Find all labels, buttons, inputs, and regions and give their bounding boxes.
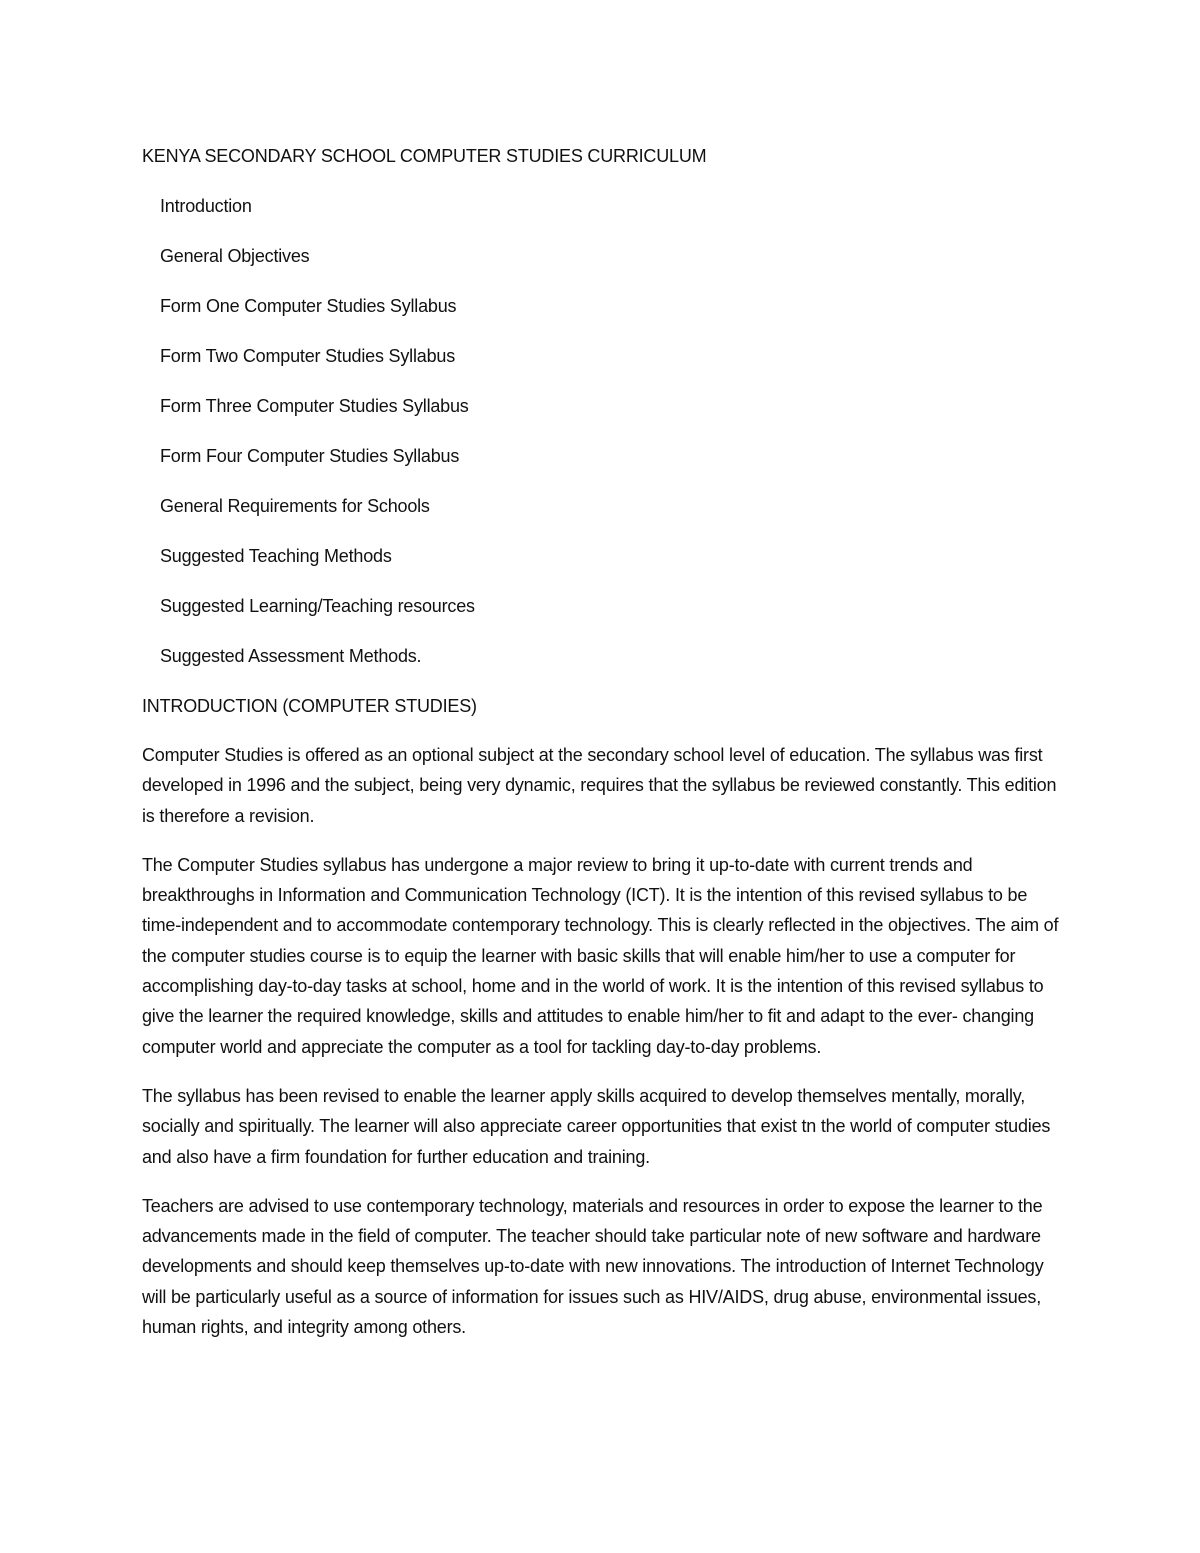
toc-item-introduction: Introduction — [160, 196, 252, 216]
toc-item-learning-teaching-resources: Suggested Learning/Teaching resources — [160, 596, 475, 616]
paragraph-teacher-advice: Teachers are advised to use contemporary technology, materials and resources in order to expose the learner to the advancements made in the field of computer. The teacher should take particular note of new software and hardware developments and should keep themselves up-to-date with new innovations. The introduction of Internet Technology will be particularly useful as a source of information for issues such as HIV/AIDS, drug abuse, environmental issues, human rights, and integrity among others. — [142, 1195, 1044, 1338]
toc-item-form-four-syllabus: Form Four Computer Studies Syllabus — [160, 446, 460, 466]
toc-item-general-objectives: General Objectives — [160, 246, 310, 266]
paragraph-learner-skills: The syllabus has been revised to enable the learner apply skills acquired to develop themselves mentally, morally, socially and spiritually. The learner will also appreciate career opportunities that exist tn the world of computer studies and also have a firm foundation for further education and training. — [142, 1085, 1051, 1167]
paragraph-offering: Computer Studies is offered as an optional subject at the secondary school level of education. The syllabus was first developed in 1996 and the subject, being very dynamic, requires that the syllabus be reviewed constantly. This edition is therefore a revision. — [142, 745, 1057, 826]
introduction-heading: INTRODUCTION (COMPUTER STUDIES) — [142, 696, 477, 716]
toc-item-assessment-methods: Suggested Assessment Methods. — [160, 646, 422, 666]
toc-item-general-requirements: General Requirements for Schools — [160, 496, 430, 516]
toc-item-form-three-syllabus: Form Three Computer Studies Syllabus — [160, 396, 469, 416]
paragraph-syllabus-review: The Computer Studies syllabus has undergone a major review to bring it up-to-date with current trends and breakthroughs in Information and Communication Technology (ICT). It is the intention of this revised syllabus to be time-independent and to accommodate contemporary technology. This is clearly reflected in the objectives. The aim of the computer studies course is to equip the learner with basic skills that will enable him/her to use a computer for accomplishing day-to-day tasks at school, home and in the world of work. It is the intention of this revised syllabus to give the learner the required knowledge, skills and attitudes to enable him/her to fit and adapt to the ever- changing computer world and appreciate the computer as a tool for tackling day-to-day problems. — [142, 854, 1059, 1057]
toc-item-teaching-methods: Suggested Teaching Methods — [160, 546, 392, 566]
toc-item-form-one-syllabus: Form One Computer Studies Syllabus — [160, 296, 457, 316]
table-of-contents — [142, 190, 1067, 672]
document-body — [142, 140, 1067, 1342]
document-title: KENYA SECONDARY SCHOOL COMPUTER STUDIES CURRICULUM — [142, 146, 707, 166]
toc-item-form-two-syllabus: Form Two Computer Studies Syllabus — [160, 346, 455, 366]
